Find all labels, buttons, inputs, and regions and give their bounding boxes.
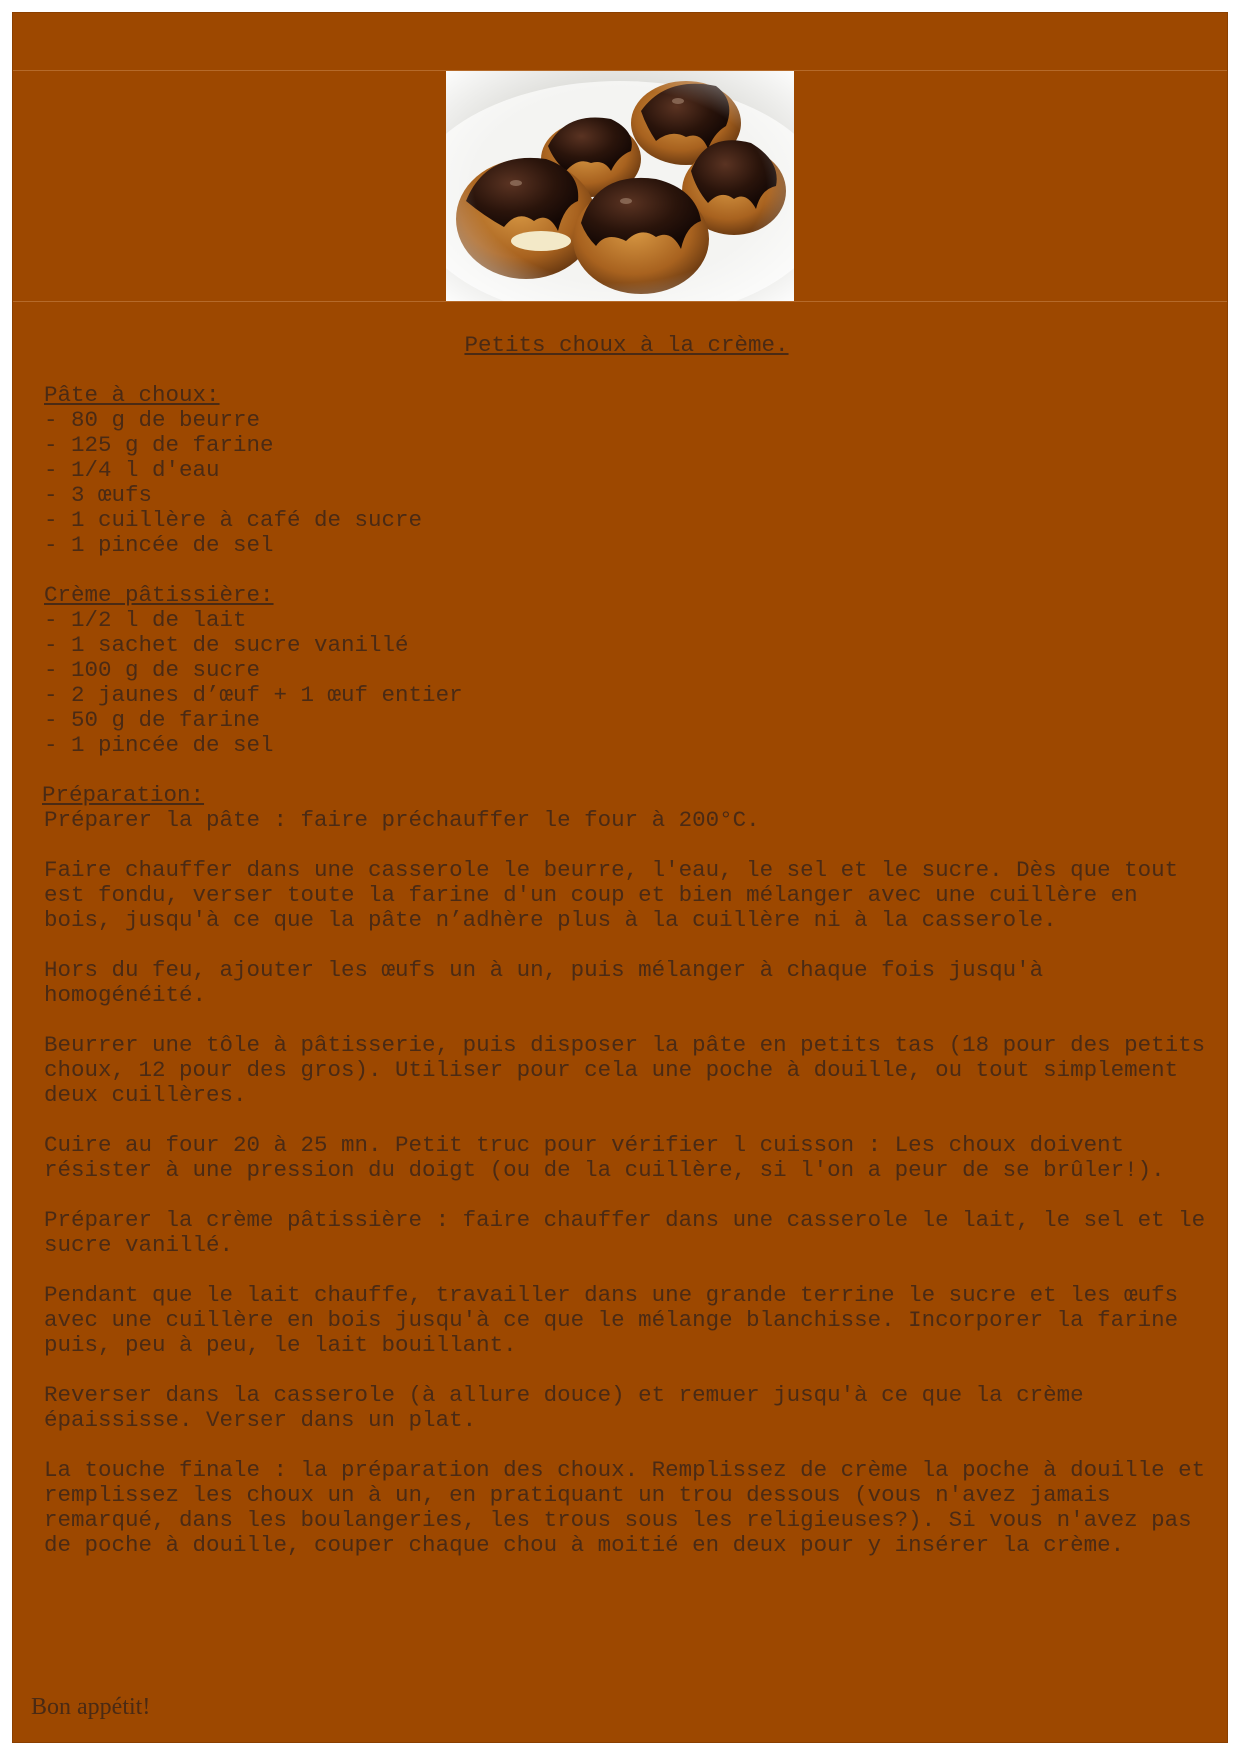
- cream-puffs-photo: [446, 71, 794, 301]
- header-band: [13, 13, 1227, 71]
- preparation-paragraph: Pendant que le lait chauffe, travailler dans une grande terrine le sucre et les œufs avec une cuillère en bois jusqu'à ce que le mélange blanchisse. Incorporer la farine puis, peu à peu, le lait bouillant.: [44, 1282, 1179, 1358]
- preparation-paragraph: Cuire au four 20 à 25 mn. Petit truc pour vérifier l cuisson : Les choux doivent résister à une pression du doigt (ou de la cuillère, si l'on a peur de se brûler!).: [44, 1132, 1165, 1183]
- list-item: - 2 jaunes d’œuf + 1 œuf entier: [44, 682, 463, 708]
- preparation-paragraph: Hors du feu, ajouter les œufs un à un, puis mélanger à chaque fois jusqu'à homogénéité.: [44, 957, 1044, 1008]
- list-item: - 1 pincée de sel: [44, 732, 274, 758]
- preparation-heading: Préparation:: [42, 782, 205, 808]
- list-item: - 1/2 l de lait: [44, 607, 247, 633]
- recipe-content: [44, 333, 1209, 1583]
- list-item: - 1 cuillère à café de sucre: [44, 507, 423, 533]
- list-item: - 1 pincée de sel: [44, 532, 274, 558]
- creme-ingredients-list: [44, 608, 1209, 758]
- preparation-paragraph: Beurrer une tôle à pâtisserie, puis disposer la pâte en petits tas (18 pour des petits choux, 12 pour des gros). Utiliser pour cela une poche à douille, ou tout simplement deux cuillères.: [44, 1032, 1206, 1108]
- preparation-paragraph: Préparer la pâte : faire préchauffer le four à 200°C.: [44, 807, 760, 833]
- closing-text: Bon appétit!: [31, 1694, 151, 1720]
- preparation-paragraph: Reverser dans la casserole (à allure douce) et remuer jusqu'à ce que la crème épaississe. Verser dans un plat.: [44, 1382, 1084, 1433]
- preparation-paragraph: Faire chauffer dans une casserole le beurre, l'eau, le sel et le sucre. Dès que tout est fondu, verser toute la farine d'un coup et bien mélanger avec une cuillère en bois, jusqu'à ce que la pâte n’adhère plus à la cuillère ni à la casserole.: [44, 857, 1179, 933]
- list-item: - 3 œufs: [44, 482, 153, 508]
- preparation-paragraph: Préparer la crème pâtissière : faire chauffer dans une casserole le lait, le sel et le sucre vanillé.: [44, 1207, 1206, 1258]
- image-band: [13, 70, 1227, 302]
- preparation-paragraph: La touche finale : la préparation des choux. Remplissez de crème la poche à douille et remplissez les choux un à un, en pratiquant un trou dessous (vous n'avez jamais remarqué, dans les boulangeries, les trous sous les religieuses?). Si vous n'avez pas de poche à douille, couper chaque chou à moitié en deux pour y insérer la crème.: [44, 1457, 1206, 1558]
- list-item: - 1/4 l d'eau: [44, 457, 220, 483]
- recipe-title: Petits choux à la crème.: [464, 332, 789, 358]
- list-item: - 50 g de farine: [44, 707, 261, 733]
- pate-heading: Pâte à choux:: [44, 382, 220, 408]
- list-item: - 125 g de farine: [44, 432, 274, 458]
- list-item: - 80 g de beurre: [44, 407, 261, 433]
- list-item: - 1 sachet de sucre vanillé: [44, 632, 409, 658]
- list-item: - 100 g de sucre: [44, 657, 261, 683]
- creme-heading: Crème pâtissière:: [44, 582, 274, 608]
- page-frame: [12, 12, 1228, 1743]
- pate-ingredients-list: [44, 408, 1209, 558]
